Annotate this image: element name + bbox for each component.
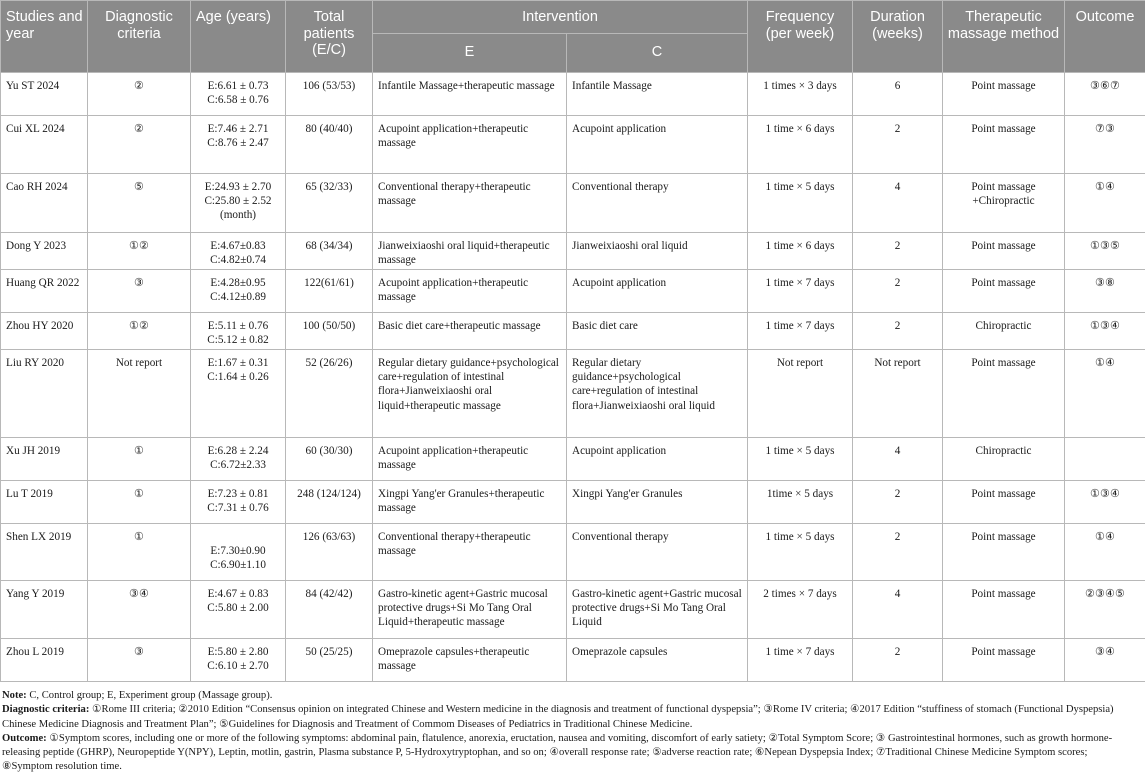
- cell-intervention-c: Acupoint application: [572, 123, 667, 135]
- table-row: [1, 270, 1145, 313]
- cell-duration: 6: [894, 80, 901, 92]
- cell-outcome: ①③⑤: [1089, 240, 1121, 252]
- cell-age-e: E:4.67±0.83: [210, 240, 266, 252]
- table-row: [1, 481, 1145, 524]
- table-row: [1, 524, 1145, 581]
- cell-age-e: E:1.67 ± 0.31: [207, 357, 269, 369]
- cell-intervention-e: Omeprazole capsules+therapeutic massage: [378, 646, 530, 673]
- cell-frequency: 1 time × 5 days: [765, 445, 835, 457]
- cell-method: Point massage: [971, 531, 1036, 543]
- cell-duration: 4: [894, 181, 901, 193]
- table-row: [1, 313, 1145, 350]
- header-intervention: Intervention: [373, 1, 748, 34]
- cell-criteria: ⑤: [133, 181, 145, 193]
- cell-frequency: 1 time × 5 days: [765, 531, 835, 543]
- cell-method: Point massage: [971, 488, 1036, 500]
- header-age: Age (years): [191, 1, 286, 73]
- cell-duration: 2: [894, 240, 901, 252]
- cell-total: 52 (26/26): [305, 357, 353, 369]
- cell-study: Dong Y 2023: [6, 240, 67, 252]
- cell-study: Zhou HY 2020: [6, 320, 74, 332]
- table-footnotes: [2, 689, 1140, 775]
- cell-outcome: ①③④: [1089, 320, 1121, 332]
- cell-outcome: ①④: [1094, 531, 1116, 543]
- footnote-diagnostic-criteria: [2, 703, 1140, 732]
- cell-intervention-e: Infantile Massage+therapeutic massage: [378, 80, 555, 92]
- cell-criteria: Not report: [115, 357, 163, 369]
- cell-age-c: C:25.80 ± 2.52 (month): [204, 195, 272, 222]
- cell-method: Point massage: [971, 240, 1036, 252]
- cell-intervention-e: Acupoint application+therapeutic massage: [378, 277, 529, 304]
- header-method: Therapeutic massage method: [943, 1, 1065, 73]
- table-row: [1, 233, 1145, 270]
- footnote-note-text: C, Control group; E, Experiment group (Massage group).: [26, 690, 273, 701]
- table-row: [1, 116, 1145, 174]
- cell-intervention-e: Conventional therapy+therapeutic massage: [378, 181, 531, 208]
- cell-method: Point massage: [971, 646, 1036, 658]
- cell-age-e: E:5.11 ± 0.76: [207, 320, 269, 332]
- cell-total: 106 (53/53): [302, 80, 356, 92]
- cell-total: 80 (40/40): [305, 123, 353, 135]
- cell-criteria: ①: [133, 488, 145, 500]
- cell-intervention-e: Gastro-kinetic agent+Gastric mucosal protective drugs+Si Mo Tang Oral Liquid+therapeutic massage: [378, 588, 548, 629]
- cell-age-e: E:7.23 ± 0.81: [207, 488, 269, 500]
- cell-age-c: C:6.58 ± 0.76: [207, 94, 269, 107]
- cell-intervention-c: Omeprazole capsules: [572, 646, 668, 658]
- header-duration: Duration (weeks): [853, 1, 943, 73]
- cell-duration: Not report: [874, 357, 921, 369]
- cell-frequency: 1 time × 6 days: [765, 123, 835, 135]
- cell-duration: 2: [894, 488, 901, 500]
- cell-outcome: ①③④: [1089, 488, 1121, 500]
- table-row: [1, 350, 1145, 438]
- header-e: E: [373, 34, 567, 73]
- footnote-note-label: Note:: [2, 690, 27, 701]
- cell-intervention-e: Jianweixiaoshi oral liquid+therapeutic massage: [378, 240, 550, 267]
- cell-intervention-e: Conventional therapy+therapeutic massage: [378, 531, 531, 558]
- cell-age-c: C:1.64 ± 0.26: [207, 371, 269, 384]
- cell-criteria: ①②: [128, 240, 150, 252]
- footnote-abbreviations: [2, 689, 1140, 703]
- cell-method: Point massage: [971, 80, 1036, 92]
- cell-frequency: 1time × 5 days: [766, 488, 834, 500]
- cell-method: Chiropractic: [975, 320, 1032, 332]
- cell-frequency: 1 time × 6 days: [765, 240, 835, 252]
- cell-study: Cao RH 2024: [6, 181, 68, 193]
- cell-age-e: E:5.80 ± 2.80: [207, 646, 269, 658]
- cell-duration: 4: [894, 445, 901, 457]
- cell-criteria: ②: [133, 123, 145, 135]
- table-row: [1, 73, 1145, 116]
- cell-outcome: ③④: [1094, 646, 1116, 658]
- cell-age-e: E:24.93 ± 2.70: [204, 181, 272, 193]
- cell-study: Yu ST 2024: [6, 80, 60, 92]
- cell-intervention-c: Conventional therapy: [572, 531, 669, 543]
- cell-frequency: 1 time × 7 days: [765, 320, 835, 332]
- cell-outcome: ③⑧: [1094, 277, 1116, 289]
- cell-age-e: E:4.67 ± 0.83: [207, 588, 269, 600]
- cell-age-c: C:5.80 ± 2.00: [207, 602, 269, 615]
- cell-study: Xu JH 2019: [6, 445, 61, 457]
- cell-frequency: 1 time × 7 days: [765, 646, 835, 658]
- cell-intervention-e: Regular dietary guidance+psychological care+regulation of intestinal flora+Jianweixiaoshi oral liquid+therapeutic massage: [378, 357, 559, 412]
- cell-age-c: C:6.10 ± 2.70: [207, 660, 269, 673]
- cell-criteria: ②: [133, 80, 145, 92]
- cell-total: 100 (50/50): [302, 320, 356, 332]
- header-c: C: [567, 34, 748, 73]
- cell-intervention-c: Basic diet care: [572, 320, 638, 332]
- cell-frequency: 1 time × 7 days: [765, 277, 835, 289]
- cell-age-c: C:5.12 ± 0.82: [207, 334, 269, 347]
- cell-study: Liu RY 2020: [6, 357, 65, 369]
- cell-duration: 2: [894, 646, 901, 658]
- cell-outcome: ①④: [1094, 357, 1116, 369]
- cell-age-c: C:8.76 ± 2.47: [207, 137, 269, 150]
- cell-criteria: ①: [133, 445, 145, 457]
- header-frequency: Frequency (per week): [748, 1, 853, 73]
- footnote-outcome-label: Outcome:: [2, 732, 47, 744]
- cell-intervention-c: Conventional therapy: [572, 181, 669, 193]
- cell-total: 50 (25/25): [305, 646, 353, 658]
- cell-study: Shen LX 2019: [6, 531, 72, 543]
- table-row: [1, 581, 1145, 639]
- cell-study: Lu T 2019: [6, 488, 53, 500]
- header-study: Studies and year: [1, 1, 88, 73]
- cell-study: Yang Y 2019: [6, 588, 65, 600]
- cell-intervention-c: Acupoint application: [572, 277, 667, 289]
- header-criteria: Diagnostic criteria: [88, 1, 191, 73]
- cell-age-e: E:7.46 ± 2.71: [207, 123, 269, 135]
- cell-frequency: Not report: [776, 357, 824, 369]
- cell-total: 65 (32/33): [305, 181, 353, 193]
- cell-intervention-c: Gastro-kinetic agent+Gastric mucosal protective drugs+Si Mo Tang Oral Liquid: [572, 588, 742, 629]
- footnote-criteria-text: ①Rome III criteria; ②2010 Edition “Consensus opinion on integrated Chinese and Western medicine in the diagnosis and treatment of functional dyspepsia”; ③Rome IV criteria; ④2017 Edition “stuffiness of stomach (Functional Dyspepsia) Chinese Medicine Diagnosis and Treatment Plan”; ⑤Guidelines for Diagnosis and Treatment of Commom Diseases of Pediatrics in Traditional Chinese Medicine.: [2, 704, 1114, 730]
- cell-study: Huang QR 2022: [6, 277, 80, 289]
- cell-outcome: ①④: [1094, 181, 1116, 193]
- cell-duration: 2: [894, 531, 901, 543]
- cell-method: Point massage: [971, 123, 1036, 135]
- cell-intervention-e: Xingpi Yang'er Granules+therapeutic massage: [378, 488, 545, 515]
- footnote-outcome: [2, 732, 1140, 775]
- cell-age-e: E:6.61 ± 0.73: [207, 80, 269, 92]
- cell-age-c: C:4.12±0.89: [210, 291, 266, 304]
- cell-criteria: ①②: [128, 320, 150, 332]
- cell-method: Chiropractic: [975, 445, 1032, 457]
- cell-intervention-c: Regular dietary guidance+psychological care+regulation of intestinal flora+Jianweixiaoshi oral liquid: [572, 357, 716, 412]
- cell-method: Point massage: [971, 588, 1036, 600]
- cell-outcome: ⑦③: [1094, 123, 1116, 135]
- cell-duration: 2: [894, 277, 901, 289]
- cell-criteria: ③: [133, 277, 145, 289]
- cell-intervention-c: Jianweixiaoshi oral liquid: [572, 240, 688, 252]
- table-row: [1, 438, 1145, 481]
- cell-total: 248 (124/124): [297, 488, 361, 500]
- cell-age-c: C:4.82±0.74: [210, 254, 266, 267]
- cell-criteria: ③④: [128, 588, 150, 600]
- cell-outcome: ③⑥⑦: [1089, 80, 1121, 92]
- header-outcome: Outcome: [1065, 1, 1145, 73]
- cell-frequency: 1 times × 3 days: [763, 80, 837, 92]
- cell-intervention-c: Infantile Massage: [572, 80, 652, 92]
- cell-total: 122(61/61): [304, 277, 354, 289]
- cell-outcome: ②③④⑤: [1084, 588, 1126, 600]
- cell-intervention-e: Acupoint application+therapeutic massage: [378, 445, 529, 472]
- cell-criteria: ③: [133, 646, 145, 658]
- cell-total: 84 (42/42): [305, 588, 353, 600]
- cell-intervention-c: Xingpi Yang'er Granules: [572, 488, 683, 500]
- footnote-outcome-text: ①Symptom scores, including one or more of the following symptoms: abdominal pain, flatulence, anorexia, eructation, nausea and vomiting, discomfort of early satiety; ②Total Symptom Score; ③ Gastrointestinal hormones, such as growth hormone-releasing peptide (GHRP), Neuropeptide Y(NPY), Leptin, motlin, gastrin, Plasma substance P, 5-Hydroxytryptophan, and so on; ④overall response rate; ⑤adverse reaction rate; ⑥Nepean Dyspepsia Index; ⑦Traditional Chinese Medicine Symptom scores; ⑧Symptom resolution time.: [2, 732, 1113, 773]
- cell-age-c: C:6.90±1.10: [210, 559, 266, 572]
- cell-intervention-c: Acupoint application: [572, 445, 667, 457]
- footnote-criteria-label: Diagnostic criteria:: [2, 704, 90, 716]
- cell-method: Point massage: [971, 277, 1036, 289]
- cell-age-e: E:4.28±0.95: [210, 277, 266, 289]
- cell-frequency: 2 times × 7 days: [763, 588, 837, 600]
- cell-age-e: E:6.28 ± 2.24: [207, 445, 269, 457]
- cell-method: Point massage: [971, 357, 1036, 369]
- cell-study: Zhou L 2019: [6, 646, 65, 658]
- cell-age-c: C:6.72±2.33: [210, 459, 266, 472]
- table-row: [1, 174, 1145, 233]
- cell-intervention-e: Acupoint application+therapeutic massage: [378, 123, 529, 150]
- cell-criteria: ①: [133, 531, 145, 543]
- cell-intervention-e: Basic diet care+therapeutic massage: [378, 320, 541, 332]
- cell-duration: 2: [894, 320, 901, 332]
- cell-duration: 2: [894, 123, 901, 135]
- header-row: [1, 1, 1145, 34]
- cell-age-e: E:7.30±0.90: [210, 545, 266, 557]
- cell-total: 126 (63/63): [302, 531, 356, 543]
- cell-study: Cui XL 2024: [6, 123, 65, 135]
- cell-duration: 4: [894, 588, 901, 600]
- cell-total: 68 (34/34): [305, 240, 353, 252]
- cell-method: Point massage +Chiropractic: [971, 181, 1036, 208]
- table-row: [1, 639, 1145, 682]
- cell-total: 60 (30/30): [305, 445, 353, 457]
- header-total: Total patients (E/C): [286, 1, 373, 73]
- cell-frequency: 1 time × 5 days: [765, 181, 835, 193]
- cell-age-c: C:7.31 ± 0.76: [207, 502, 269, 515]
